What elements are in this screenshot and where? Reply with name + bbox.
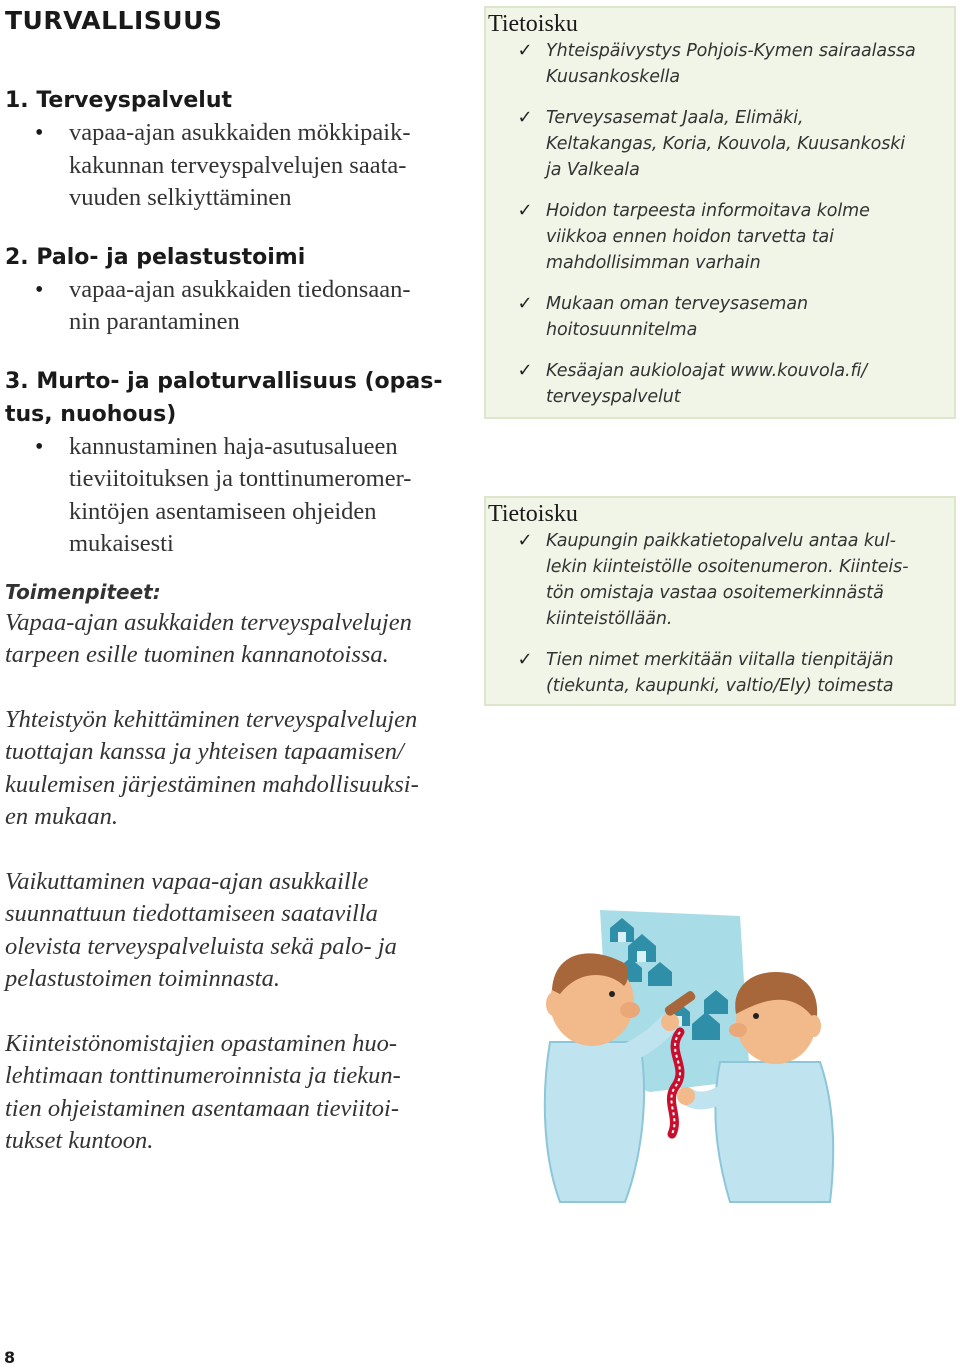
infobox-health-facts [484,6,956,419]
text-line: vapaa-ajan asukkaiden mökkipaik- [69,119,411,146]
bullet-text [69,431,411,561]
text-line: mukaisesti [69,530,174,557]
checklist-item [488,198,950,276]
checklist-text [546,198,870,276]
bullet-icon: • [35,120,44,146]
text-line: Kesäajan aukioloajat www.kouvola.fi/ [546,361,868,381]
ear [807,1015,821,1037]
text-line: Terveysasemat Jaala, Elimäki, [546,108,804,128]
text-line: Yhteispäivystys Pohjois-Kymen sairaalassa [546,41,916,61]
text-line: Vaikuttaminen vapaa-ajan asukkaille [5,867,369,895]
checklist-text [546,647,894,699]
overalls [545,1042,644,1202]
text-line: mahdollisimman varhain [546,253,761,273]
checklist-item [488,105,950,183]
checklist-text [546,291,808,343]
checkmark-icon: ✓ [517,360,533,381]
checkmark-icon: ✓ [517,530,533,551]
checklist-text [546,38,916,90]
text-line: en mukaan. [5,803,118,830]
nose [620,1002,640,1018]
checklist-text [546,105,905,183]
hand [677,1087,695,1105]
text-line: tuottajan kanssa ja yhteisen tapaamisen/ [5,738,404,765]
bullet-text [69,274,410,339]
eye [753,1013,759,1019]
heading-line: tus, nuohous) [5,401,177,427]
road-line [671,1032,680,1134]
text-line: Mukaan oman terveysaseman [546,294,808,314]
text-line: vapaa-ajan asukkaiden tiedonsaan- [69,275,411,303]
section-burglary-fire-safety [5,365,463,561]
text-line: pelastustoimen toiminnasta. [5,965,280,992]
section-health-services [5,84,463,215]
text-line: tien ohjeistaminen asentamaan tieviitoi- [5,1094,399,1122]
hand [661,1013,679,1031]
text-line: hoitosuunnitelma [546,320,698,340]
checkmark-icon: ✓ [517,200,533,221]
measure-paragraph [5,1028,463,1158]
text-line: Tien nimet merkitään viitalla tienpitäjän [546,650,894,670]
text-line: lehtimaan tonttinumeroinnista ja tiekun- [5,1062,401,1089]
text-line: ja Valkeala [546,160,640,180]
infobox-address-facts [484,496,956,706]
text-line: kakunnan terveyspalvelujen saata- [69,151,407,179]
text-line: tön omistaja vastaa osoitemerkinnästä [546,583,884,603]
checklist-item [488,38,950,90]
checklist-item [488,528,950,632]
ear [546,992,562,1016]
text-line: Keltakangas, Koria, Kouvola, Kuusankoski [546,134,906,154]
page-number: 8 [4,1348,16,1367]
text-line: Kiinteistönomistajien opastaminen huo- [5,1029,397,1057]
bullet-item [5,117,463,215]
left-column [5,84,463,1190]
checklist-text [546,528,908,632]
section-rescue-services [5,241,463,339]
measures-heading: Toimenpiteet: [5,579,161,604]
text-line: tarpeen esille tuominen kannanotoissa. [5,641,389,668]
text-line: olevista terveyspalveluista sekä palo- ja [5,932,397,960]
text-line: kuulemisen järjestäminen mahdollisuuksi- [5,770,419,798]
nose [729,1023,747,1037]
measure-paragraph [5,866,463,996]
measure-paragraph [5,704,463,834]
checklist-item [488,647,950,699]
eye [609,991,615,997]
text-line: Kuusankoskella [546,67,681,87]
bullet-icon: • [35,276,44,303]
text-line: terveyspalvelut [546,387,681,407]
checkmark-icon: ✓ [517,649,533,670]
text-line: Yhteistyön kehittäminen terveyspalvelujen [5,705,418,733]
text-line: viikkoa ennen hoidon tarvetta tai [546,227,834,247]
text-line: tieviitoituksen ja tonttinumeromer- [69,465,412,492]
section-heading [5,365,463,431]
checkmark-icon: ✓ [517,107,533,128]
checklist-item [488,358,950,410]
checklist-text [546,358,867,410]
bullet-text [69,117,411,215]
infobox-title: Tietoisku [488,11,578,37]
text-line: Vapaa-ajan asukkaiden terveyspalvelujen [5,608,412,636]
text-line: Hoidon tarpeesta informoitava kolme [546,201,870,221]
text-line: vuuden selkiyttäminen [69,184,292,211]
bullet-item [5,274,463,339]
page-title: TURVALLISUUS [5,6,223,35]
checkmark-icon: ✓ [517,40,533,61]
heading-line: 3. Murto- ja paloturvallisuus (opas- [5,368,443,394]
text-line: kintöjen asentamiseen ohjeiden [69,497,377,525]
bullet-item [5,431,463,561]
text-line: suunnattuun tiedottamiseen saatavilla [5,900,378,927]
infobox-title: Tietoisku [488,501,578,527]
text-line: lekin kiinteistölle osoitenumeron. Kiinteis- [546,557,909,577]
checkmark-icon: ✓ [517,293,533,314]
text-line: nin parantaminen [69,308,240,335]
section-heading: 2. Palo- ja pelastustoimi [5,244,306,270]
text-line: Kaupungin paikkatietopalvelu antaa kul- [546,531,896,551]
measure-paragraph [5,607,463,672]
bullet-icon: • [35,433,44,460]
workers-map-illustration [530,902,840,1212]
text-line: (tiekunta, kaupunki, valtio/Ely) toimesta [546,676,894,696]
text-line: kannustaminen haja-asutusalueen [69,432,398,460]
text-line: kiinteistöllään. [546,609,673,629]
section-heading: 1. Terveyspalvelut [5,88,232,113]
checklist-item [488,291,950,343]
overalls [715,1062,833,1202]
text-line: tukset kuntoon. [5,1127,154,1154]
